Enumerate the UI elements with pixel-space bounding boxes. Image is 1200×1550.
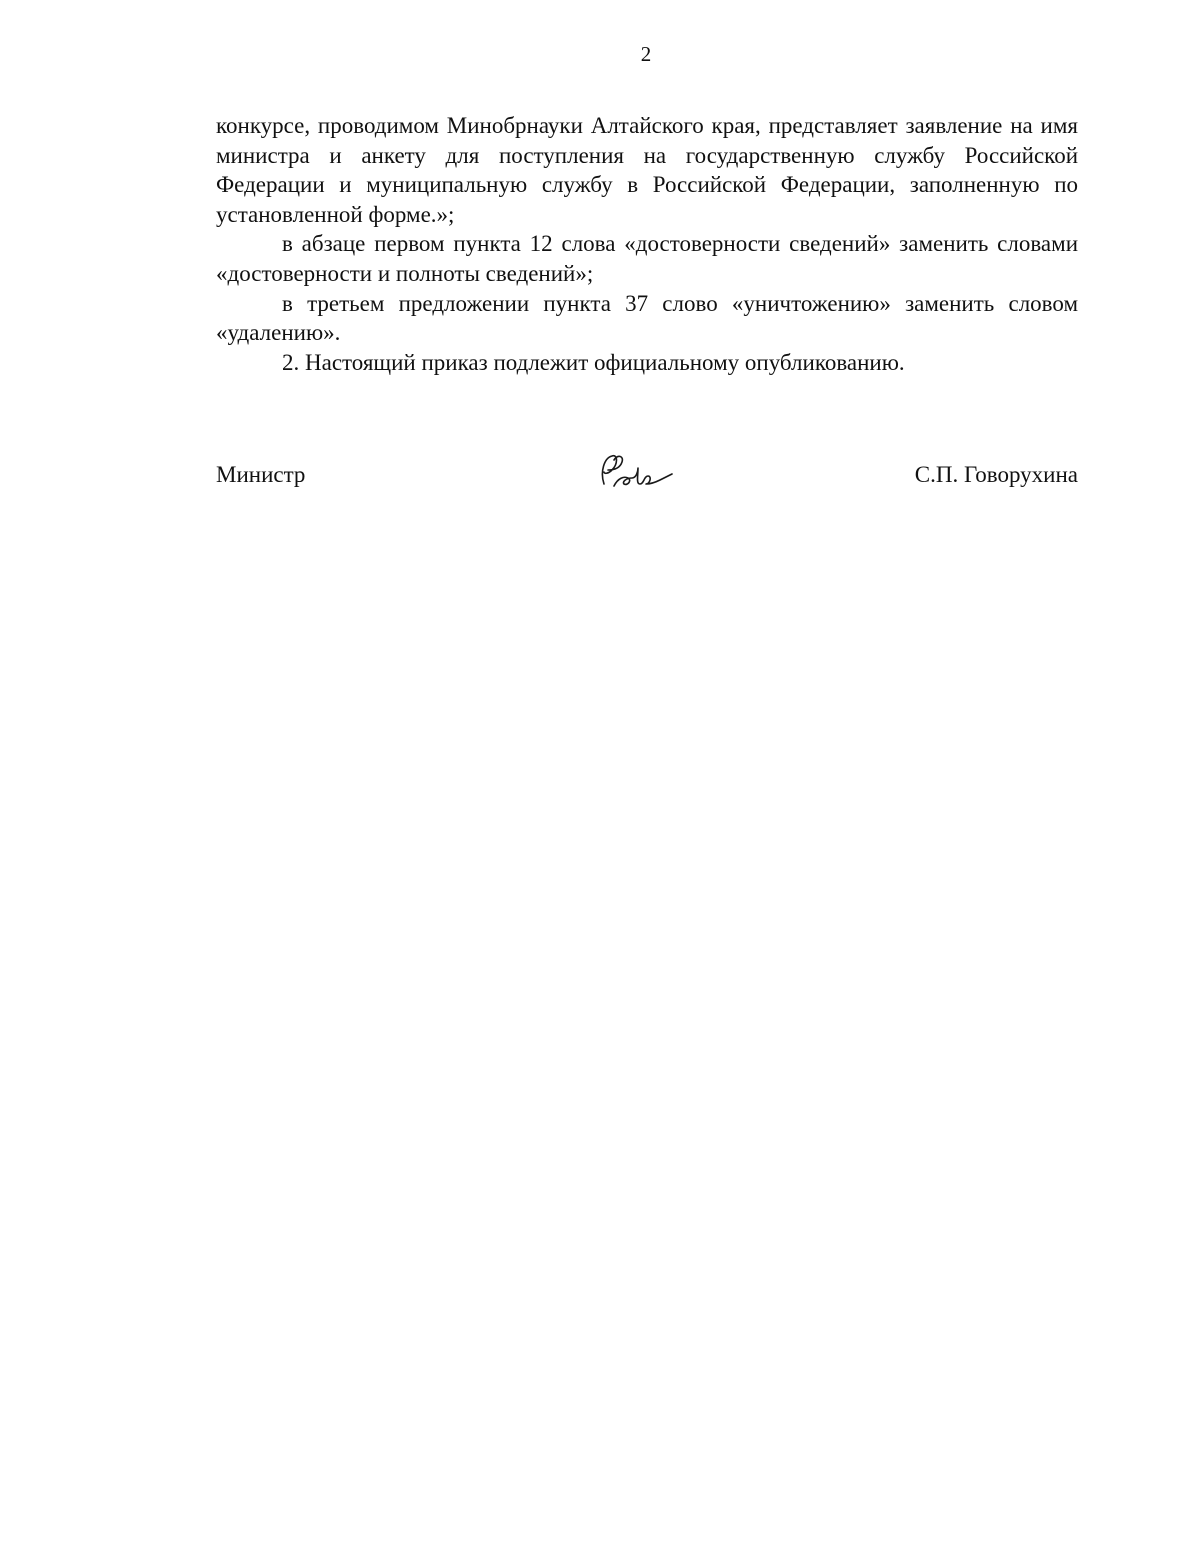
signatory-name: С.П. Говорухина (914, 462, 1078, 487)
signatory-title: Министр (216, 462, 306, 487)
paragraph-2: в абзаце первом пункта 12 слова «достоверности сведений» заменить словами «достоверности и полноты сведений»; (216, 231, 1078, 286)
page-number: 2 (640, 42, 652, 66)
paragraph-3: в третьем предложении пункта 37 слово «уничтожению» заменить словом «удалению». (216, 290, 1078, 346)
handwritten-signature (594, 448, 678, 494)
paragraph-4: 2. Настоящий приказ подлежит официальному опубликованию. (282, 349, 905, 375)
paragraph-1: конкурсе, проводимом Минобрнауки Алтайского края, представляет заявление на имя министра и анкету для поступления на государственную службу Российской Федерации и муниципальную службу в Российской Федерации, заполненную по установленной форме.»; (216, 113, 1078, 227)
document-body (216, 111, 1078, 377)
signature-block (216, 462, 1078, 502)
